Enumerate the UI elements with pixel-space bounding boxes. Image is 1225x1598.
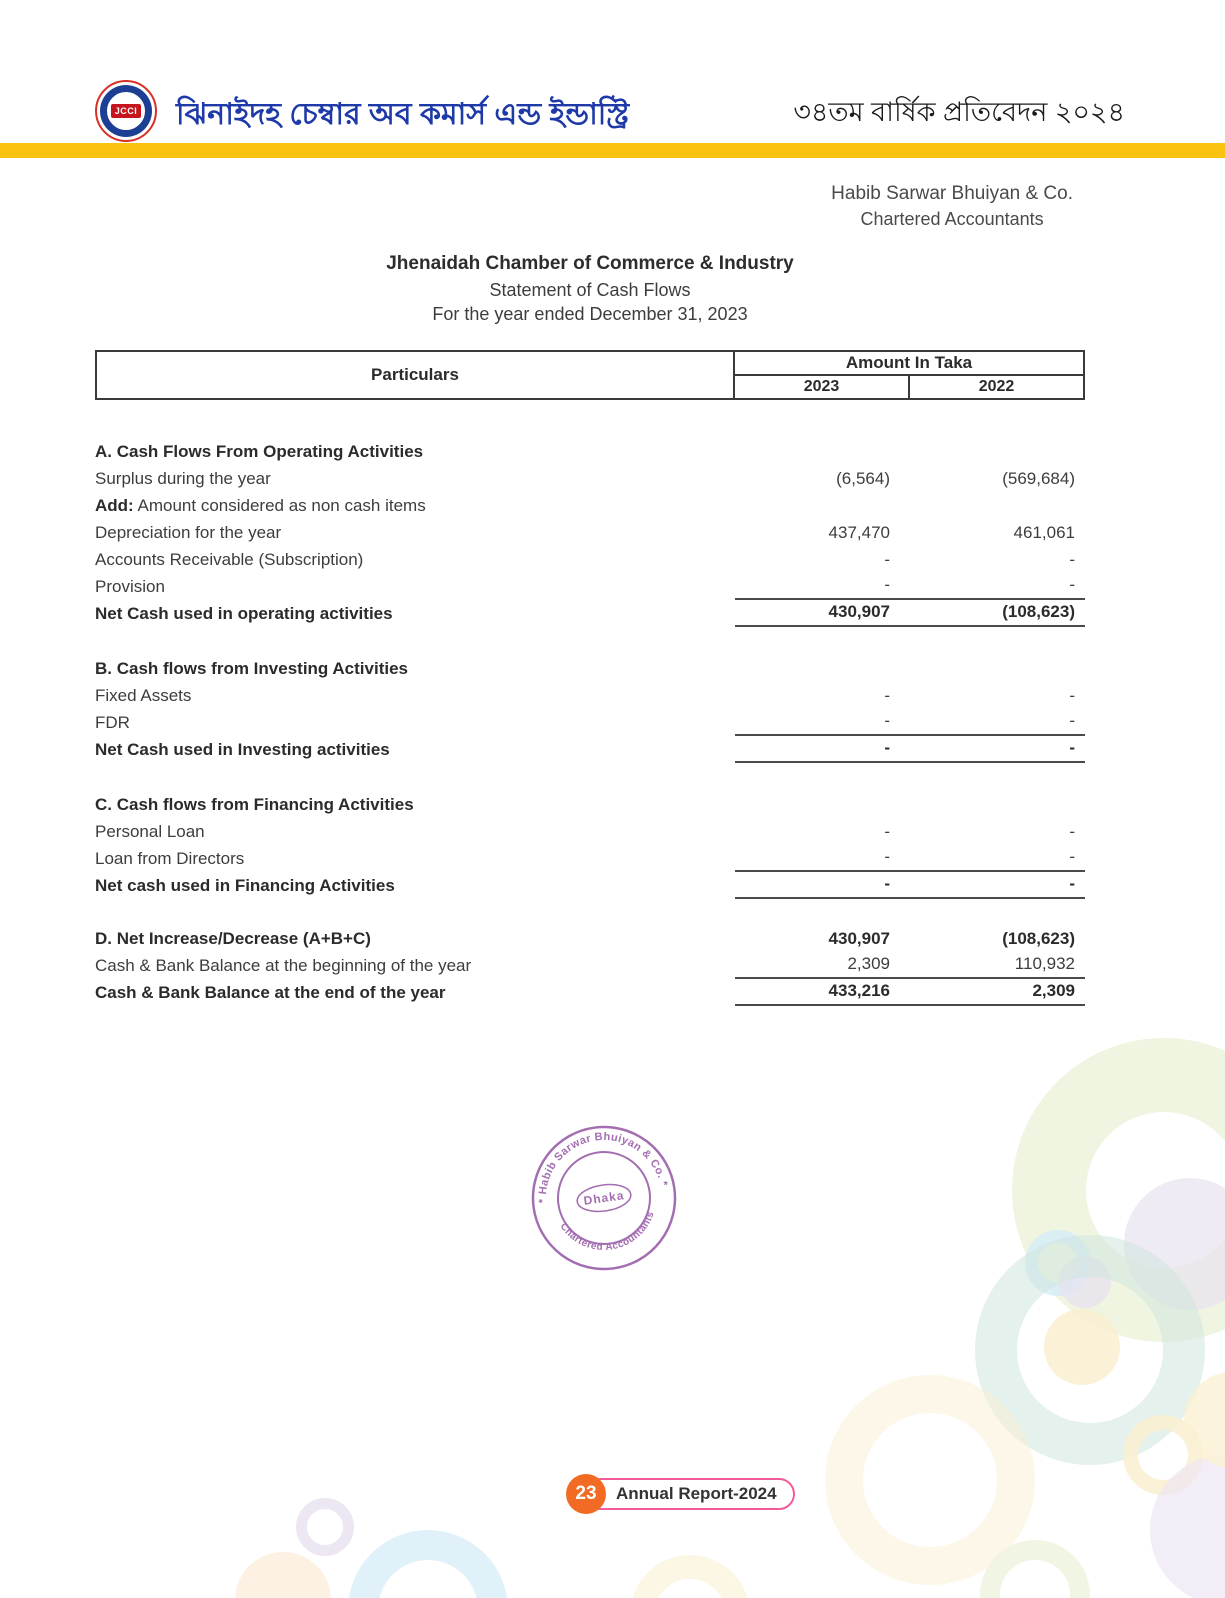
footer-page-badge <box>566 1474 795 1514</box>
table-row-section-a: A. Cash Flows From Operating Activities <box>95 442 424 461</box>
table-row: Add: Amount considered as non cash items <box>95 496 426 515</box>
auditor-name: Habib Sarwar Bhuiyan & Co. <box>831 183 1073 204</box>
table-row: Fixed Assets - - <box>95 686 1075 705</box>
statement-title: Statement of Cash Flows <box>489 280 691 300</box>
table-row: FDR - - <box>95 709 1085 736</box>
stamp-bottom-text: Chartered Accountants <box>557 1210 657 1254</box>
table-row-total-financing: Net cash used in Financing Activities - - <box>95 872 1085 899</box>
org-name-bengali: ঝিনাইদহ চেম্বার অব কমার্স এন্ড ইন্ডাস্ট্রি <box>176 98 630 131</box>
table-row: Provision - - <box>95 573 1085 600</box>
document-title-block <box>0 253 1180 325</box>
logo-text: JCCI <box>111 104 142 118</box>
org-name: Jhenaidah Chamber of Commerce & Industry <box>386 253 794 274</box>
table-row-net-increase: D. Net Increase/Decrease (A+B+C) 430,907 (108,623) <box>95 929 1075 948</box>
table-row: Loan from Directors - - <box>95 845 1085 872</box>
annual-report-title-bengali: ৩৪তম বার্ষিক প্রতিবেদন ২০২৪ <box>793 97 1125 127</box>
stamp-center-text: Dhaka <box>582 1188 626 1208</box>
table-row: Surplus during the year (6,564) (569,684) <box>95 469 1075 488</box>
page-header <box>0 0 1225 158</box>
page-number-circle: 23 <box>566 1474 606 1514</box>
table-body <box>95 438 1085 1006</box>
statement-period: For the year ended December 31, 2023 <box>432 304 748 324</box>
table-row-section-b: B. Cash flows from Investing Activities <box>95 659 408 678</box>
auditor-stamp <box>518 1112 690 1284</box>
table-row: Accounts Receivable (Subscription) - - <box>95 550 1075 569</box>
table-row-section-c: C. Cash flows from Financing Activities <box>95 795 414 814</box>
table-row-total-investing: Net Cash used in Investing activities - - <box>95 736 1085 763</box>
stamp-top-text: * Habib Sarwar Bhuiyan & Co. * <box>536 1130 670 1204</box>
jcci-logo-icon <box>95 80 157 142</box>
table-row-total-operating: Net Cash used in operating activities 430,907 (108,623) <box>95 600 1085 627</box>
auditor-block <box>831 183 1073 230</box>
table-header <box>95 350 1085 400</box>
auditor-title: Chartered Accountants <box>860 209 1044 229</box>
col-header-amount: Amount In Taka <box>735 352 1083 376</box>
annual-report-label: Annual Report-2024 <box>584 1478 795 1510</box>
table-row-ending-balance: Cash & Bank Balance at the end of the year 433,216 2,309 <box>95 979 1085 1006</box>
col-header-2022: 2022 <box>978 378 1015 395</box>
table-row: Personal Loan - - <box>95 822 1075 841</box>
col-header-2023: 2023 <box>735 376 910 398</box>
table-row: Cash & Bank Balance at the beginning of the year 2,309 110,932 <box>95 952 1085 979</box>
table-row: Depreciation for the year 437,470 461,061 <box>95 523 1075 542</box>
logo-gear-ring <box>100 85 152 137</box>
cash-flow-table <box>95 350 1085 1006</box>
col-header-particulars: Particulars <box>97 352 735 398</box>
svg-text:Chartered Accountants <box>557 1209 661 1260</box>
yellow-divider-bar <box>0 143 1225 158</box>
